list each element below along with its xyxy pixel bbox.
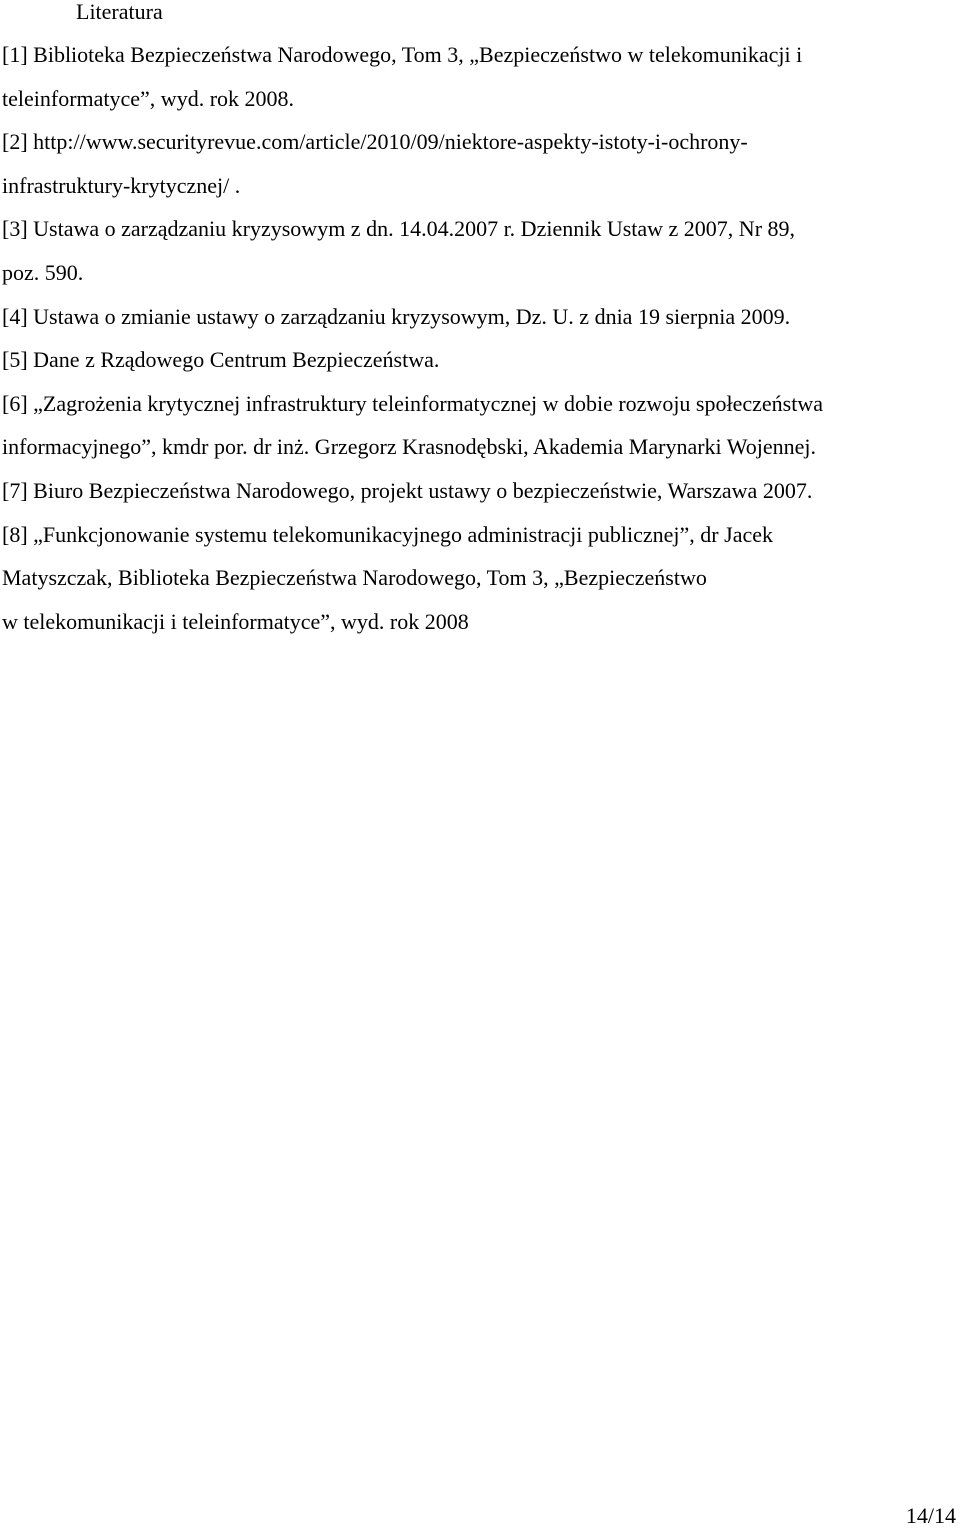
reference-item-2: [2, 120, 956, 207]
reference-2-line-1: [2] http://www.securityrevue.com/article/2010/09/niektore-aspekty-istoty-i-ochrony-: [2, 129, 748, 155]
reference-6-line-2: informacyjnego”, kmdr por. dr inż. Grzegorz Krasnodębski, Akademia Marynarki Wojennej.: [2, 434, 817, 460]
reference-item-8: [2, 513, 956, 644]
reference-item-3: [2, 207, 956, 294]
reference-8-line-3: w telekomunikacji i teleinformatyce”, wyd. rok 2008: [2, 608, 469, 634]
reference-5-line-1: [5] Dane z Rządowego Centrum Bezpieczeństwa.: [2, 347, 440, 373]
page-number: 14/14: [905, 1503, 956, 1528]
reference-4-line-1: [4] Ustawa o zmianie ustawy o zarządzaniu kryzysowym, Dz. U. z dnia 19 sierpnia 2009.: [2, 303, 791, 329]
reference-item-6: [2, 382, 956, 469]
reference-1-line-2: teleinformatyce”, wyd. rok 2008.: [2, 85, 295, 111]
reference-item-5: [2, 338, 956, 382]
reference-6-line-1: [6] „Zagrożenia krytycznej infrastruktury teleinformatycznej w dobie rozwoju społeczeństwa: [2, 390, 823, 416]
reference-list: [2, 33, 956, 643]
reference-item-7: [2, 469, 956, 513]
reference-3-line-2: poz. 590.: [2, 259, 84, 285]
reference-item-1: [2, 33, 956, 120]
reference-8-line-2: Matyszczak, Biblioteka Bezpieczeństwa Narodowego, Tom 3, „Bezpieczeństwo: [2, 565, 707, 591]
reference-3-line-1: [3] Ustawa o zarządzaniu kryzysowym z dn. 14.04.2007 r. Dziennik Ustaw z 2007, Nr 89,: [2, 216, 796, 242]
reference-7-line-1: [7] Biuro Bezpieczeństwa Narodowego, projekt ustawy o bezpieczeństwie, Warszawa 2007.: [2, 477, 813, 503]
reference-2-line-2: infrastruktury-krytycznej/ .: [2, 172, 241, 198]
bibliography-heading: Literatura: [76, 0, 163, 24]
reference-item-4: [2, 295, 956, 339]
reference-1-line-1: [1] Biblioteka Bezpieczeństwa Narodowego, Tom 3, „Bezpieczeństwo w telekomunikacji i: [2, 42, 803, 67]
reference-8-line-1: [8] „Funkcjonowanie systemu telekomunikacyjnego administracji publicznej”, dr Jacek: [2, 521, 773, 547]
